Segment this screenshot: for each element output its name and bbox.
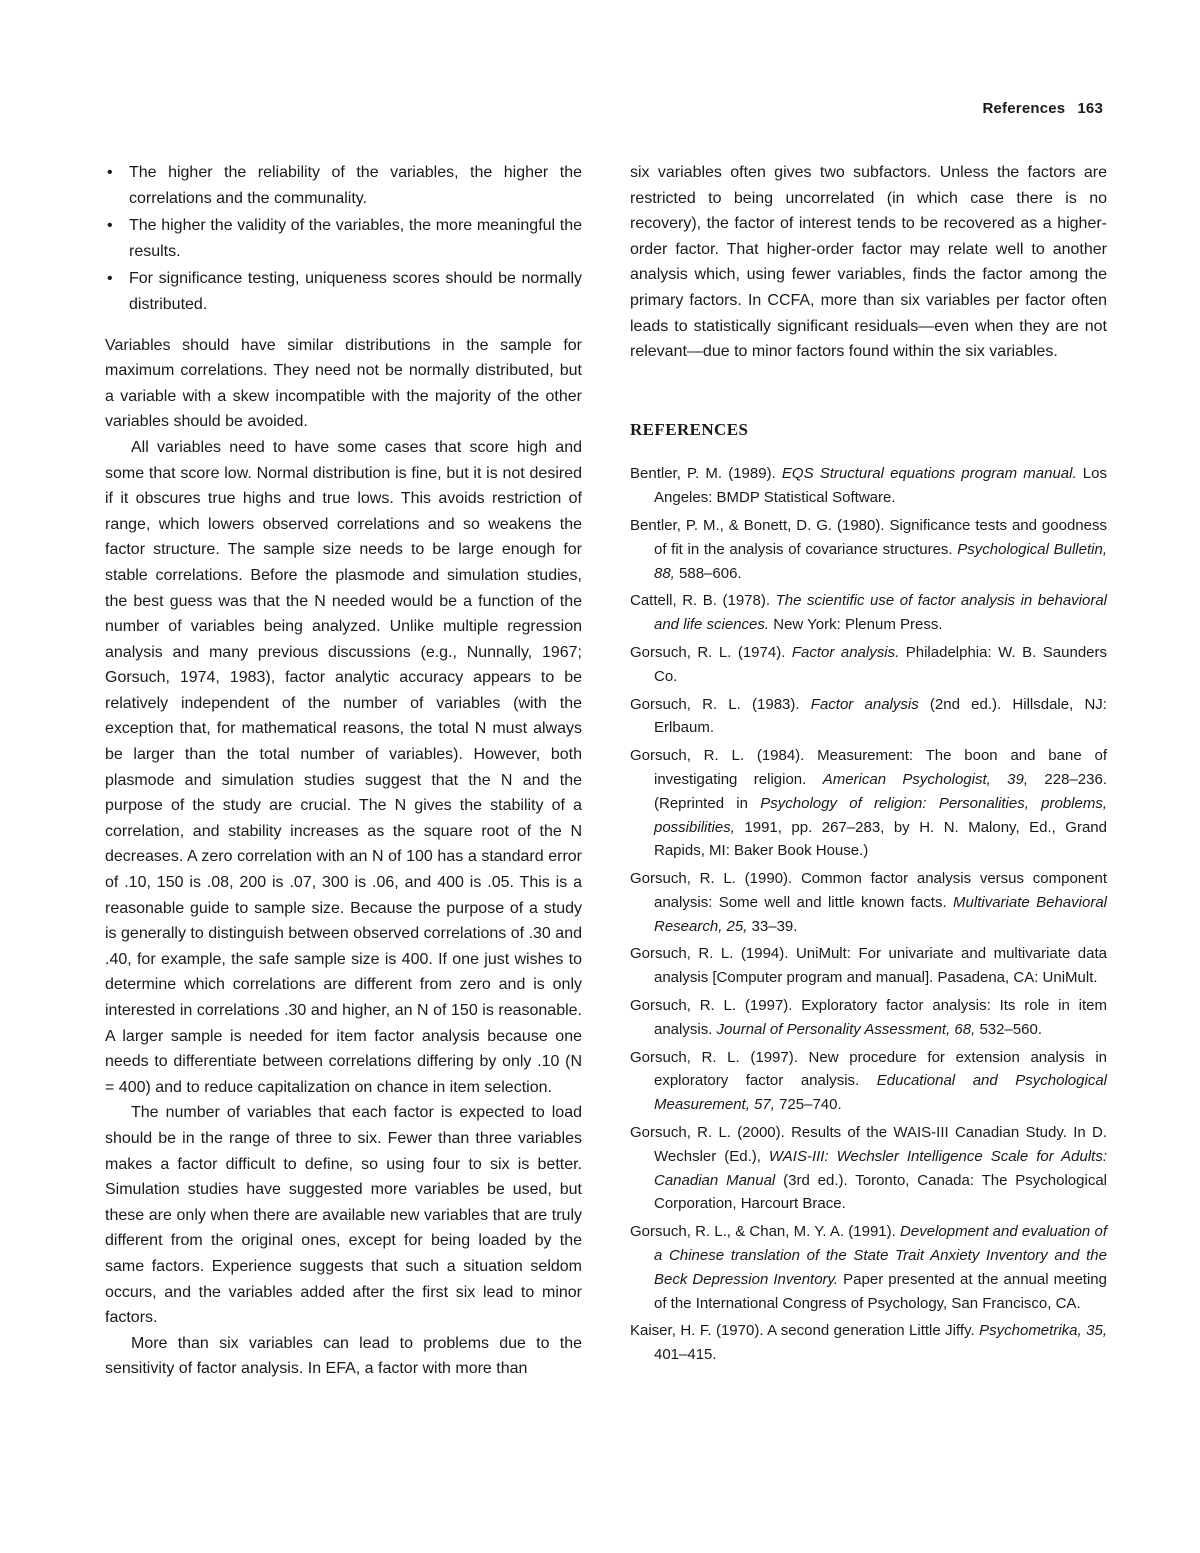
- reference-title: WAIS-III: Wechsler Intelligence Scale for Adults: Canadian Manual: [654, 1147, 1107, 1189]
- reference-entry: [630, 1220, 1107, 1315]
- reference-entry: [630, 867, 1107, 938]
- bullet-text: The higher the validity of the variables, the more meaningful the results.: [129, 217, 582, 260]
- reference-text: Bentler, P. M. (1989).: [630, 465, 782, 483]
- reference-entry: [630, 514, 1107, 585]
- reference-title: Factor analysis.: [791, 643, 900, 661]
- references-heading: REFERENCES: [630, 419, 749, 439]
- reference-text: Gorsuch, R. L. (2000). Results of the WAIS-III Canadian Study. In D. Wechsler (Ed.),: [630, 1124, 1107, 1165]
- running-head: [982, 100, 1103, 117]
- reference-entry: [630, 942, 1107, 990]
- reference-title: Psychological Bulletin, 88,: [654, 540, 1107, 582]
- reference-text: Bentler, P. M., & Bonett, D. G. (1980). Significance tests and goodness of fit in the analysis of covariance structures.: [630, 516, 1107, 558]
- reference-entry: [630, 462, 1107, 510]
- body-paragraph: The number of variables that each factor is expected to load should be in the range of three to six. Fewer than three variables makes a factor difficult to define, so using four to six is better. Simulation studies have suggested more variables be used, but these are only when there are available new variables that are truly different from the original ones, except for being loaded by the same factors. Experience suggests that such a situation seldom occurs, and the variables added after the first six lead to minor factors.: [105, 1104, 582, 1327]
- bullet-text: For significance testing, uniqueness scores should be normally distributed.: [129, 270, 582, 313]
- reference-title: Development and evaluation of a Chinese translation of the State Trait Anxiety Inventory and the Beck Depression Inventory.: [654, 1223, 1108, 1288]
- reference-list: [630, 462, 1107, 1367]
- reference-text: Los Angeles: BMDP Statistical Software.: [654, 465, 1107, 507]
- reference-entry: [630, 994, 1107, 1042]
- reference-text: Cattell, R. B. (1978).: [630, 592, 776, 610]
- page-number: 163: [1077, 100, 1103, 117]
- reference-entry: [630, 1319, 1107, 1367]
- bullet-marker: •: [107, 217, 113, 235]
- reference-entry: [630, 589, 1107, 637]
- reference-title: The scientific use of factor analysis in behavioral and life sciences.: [654, 592, 1108, 634]
- reference-entry: [630, 1046, 1107, 1117]
- reference-text: 228–236. (Reprinted in: [654, 770, 1107, 812]
- body-paragraph: All variables need to have some cases that score high and some that score low. Normal distribution is fine, but it is not desired if it obscures true highs and true lows. This avoids restriction of range, which lowers observed correlations and so weakens the factor structure. The sample size needs to be large enough for stable correlations. Before the plasmode and simulation studies, the best guess was that the N needed would be a function of the number of variables being analyzed. Unlike multiple regression analysis and many previous discussions (e.g., Nunnally, 1967; Gorsuch, 1974, 1983), factor analytic accuracy appears to be relatively independent of the number of variables (with the exception that, for mathematical reasons, the total N must always be larger than the total number of variables). However, both plasmode and simulation studies suggest that the N and the purpose of the study are crucial. The N gives the stability of a correlation, and stability increases as the square root of the N decreases. A zero correlation with an N of 100 has a standard error of .10, 150 is .08, 200 is .07, 300 is .06, and 400 is .05. This is a reasonable guide to sample size. Because the purpose of a study is generally to distinguish between observed correlations of .30 and .40, for example, the safe sample size is 400. If one just wishes to determine which correlations are different from zero and is only interested in correlations .30 and higher, an N of 150 is reasonable. A larger sample is needed for item factor analysis because one needs to differentiate between correlations differing by only .10 (N = 400) and to reduce capitalization on chance in item selection.: [105, 438, 582, 1096]
- reference-text: Gorsuch, R. L. (1990). Common factor analysis versus component analysis: Some well and little known facts.: [630, 870, 1107, 911]
- running-head-section: References: [982, 100, 1066, 117]
- bullet-text: The higher the reliability of the variables, the higher the correlations and the communality.: [129, 164, 582, 207]
- reference-entry: [630, 641, 1107, 689]
- reference-text: (2nd ed.). Hillsdale, NJ: Erlbaum.: [654, 695, 1107, 737]
- body-paragraph: More than six variables can lead to problems due to the sensitivity of factor analysis. In EFA, a factor with more than: [105, 1334, 582, 1378]
- reference-text: New York: Plenum Press.: [769, 616, 943, 634]
- bullet-item: [105, 266, 582, 317]
- reference-text: Gorsuch, R. L. (1997). Exploratory factor analysis: Its role in item analysis.: [630, 997, 1107, 1038]
- reference-entry: [630, 1121, 1107, 1216]
- reference-text: Gorsuch, R. L., & Chan, M. Y. A. (1991).: [630, 1223, 901, 1241]
- bullet-item: [105, 160, 582, 211]
- reference-title: Educational and Psychological Measurement, 57,: [654, 1072, 1107, 1114]
- reference-title: Psychometrika, 35,: [979, 1322, 1107, 1340]
- reference-entry: [630, 744, 1107, 863]
- reference-text: 33–39.: [747, 917, 798, 935]
- reference-title: Multivariate Behavioral Research, 25,: [654, 893, 1107, 935]
- reference-text: 532–560.: [975, 1020, 1043, 1038]
- bullet-list: [105, 160, 582, 318]
- reference-text: Gorsuch, R. L. (1984). Measurement: The boon and bane of investigating religion.: [630, 747, 1107, 788]
- bullet-marker: •: [107, 270, 113, 288]
- bullet-item: [105, 213, 582, 264]
- reference-text: Paper presented at the annual meeting of the International Congress of Psychology, San Francisco, CA.: [654, 1270, 1107, 1312]
- body-paragraph: Variables should have similar distributions in the sample for maximum correlations. They need not be normally distributed, but a variable with a skew incompatible with the majority of the other variables should be avoided.: [105, 336, 582, 431]
- reference-text: Gorsuch, R. L. (1997). New procedure for extension analysis in exploratory factor analysis.: [630, 1048, 1107, 1090]
- reference-text: Gorsuch, R. L. (1983).: [630, 695, 811, 713]
- reference-text: 725–740.: [774, 1096, 842, 1114]
- reference-title: American Psychologist, 39,: [822, 770, 1029, 788]
- continued-paragraph: six variables often gives two subfactors. Unless the factors are restricted to being uncorrelated (in which case there is no recovery), the factor of interest tends to be recovered as a higher-order factor. That higher-order factor may relate well to another analysis which, using fewer variables, finds the factor among the primary factors. In CCFA, more than six variables per factor often leads to statistically significant residuals—even when they are not relevant—due to minor factors found within the six variables.: [630, 164, 1107, 361]
- left-column: [105, 160, 582, 1382]
- reference-text: Gorsuch, R. L. (1994). UniMult: For univariate and multivariate data analysis [Computer program and manual]. Pasadena, CA: UniMult.: [630, 945, 1107, 987]
- reference-text: Gorsuch, R. L. (1974).: [630, 643, 792, 661]
- bullet-marker: •: [107, 164, 113, 181]
- right-column: [630, 160, 1107, 1371]
- reference-text: (3rd ed.). Toronto, Canada: The Psychological Corporation, Harcourt Brace.: [654, 1171, 1108, 1213]
- reference-text: Kaiser, H. F. (1970). A second generation Little Jiffy.: [630, 1322, 980, 1340]
- reference-title: Psychology of religion: Personalities, problems, possibilities,: [654, 794, 1108, 836]
- reference-text: Philadelphia: W. B. Saunders Co.: [654, 643, 1107, 685]
- reference-title: Factor analysis: [810, 695, 919, 713]
- reference-text: 588–606.: [674, 564, 742, 582]
- reference-title: EQS Structural equations program manual.: [781, 465, 1077, 483]
- reference-entry: [630, 693, 1107, 741]
- reference-text: 1991, pp. 267–283, by H. N. Malony, Ed., Grand Rapids, MI: Baker Book House.): [654, 818, 1107, 860]
- reference-text: 401–415.: [654, 1346, 717, 1364]
- reference-title: Journal of Personality Assessment, 68,: [716, 1020, 976, 1038]
